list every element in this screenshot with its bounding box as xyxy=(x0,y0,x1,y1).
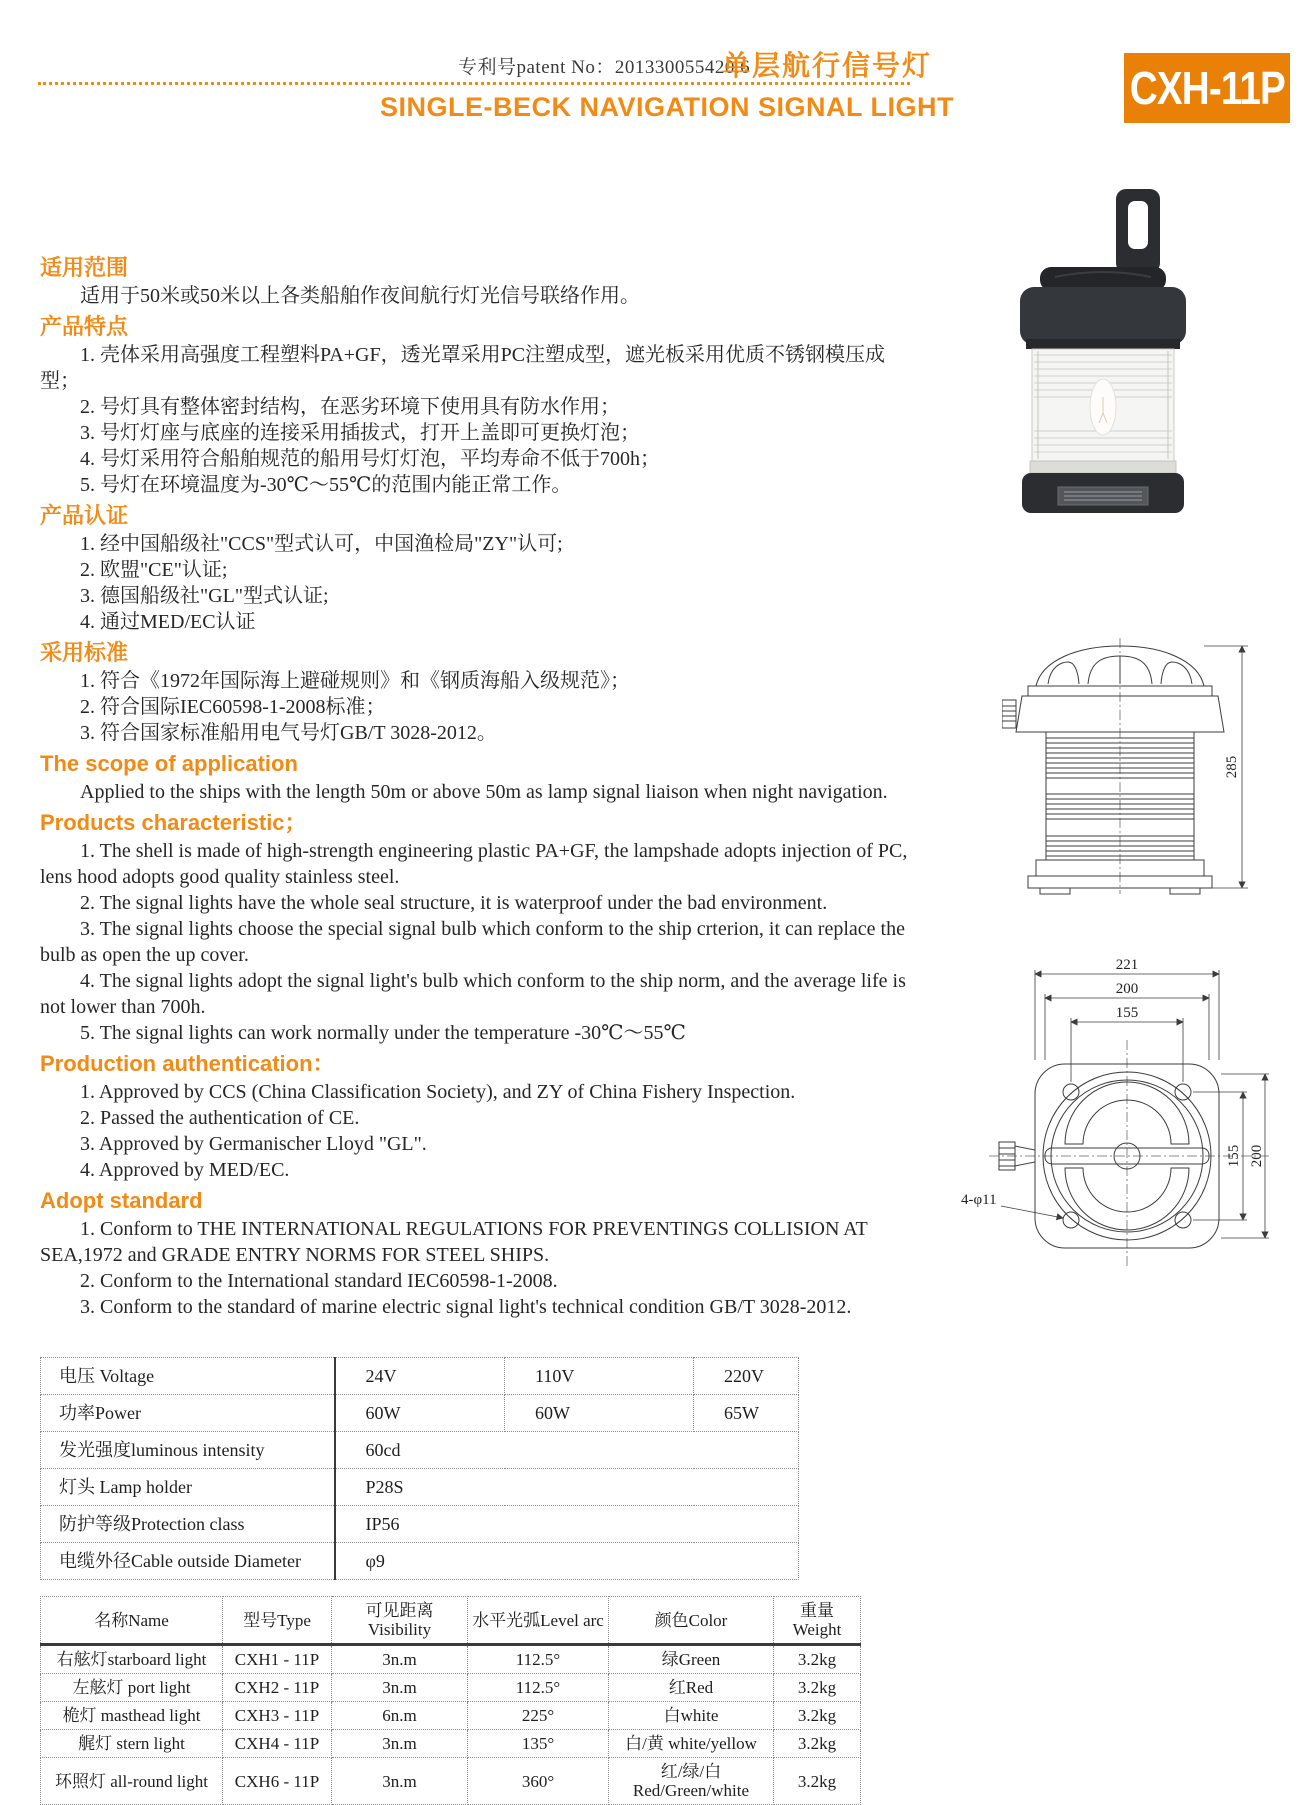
cell: φ9 xyxy=(335,1543,799,1580)
bolt-holes-label: 4-φ11 xyxy=(961,1192,997,1208)
paragraph: 1. The shell is made of high-strength engineering plastic PA+GF, the lampshade adopts injection of PC, lens hood adopts good quality stainless steel. xyxy=(40,840,908,888)
cell: 3.2kg xyxy=(774,1730,861,1758)
paragraph: 1. 壳体采用高强度工程塑料PA+GF，透光罩采用PC注塑成型，遮光板采用优质不锈钢模压成型； xyxy=(40,344,886,392)
section-heading-standards-en: Adopt standard xyxy=(40,1188,203,1213)
paragraph: 3. 符合国家标准船用电气号灯GB/T 3028-2012。 xyxy=(80,722,497,744)
cell: P28S xyxy=(335,1469,799,1506)
cell: 3n.m xyxy=(332,1674,468,1702)
cell: 桅灯 masthead light xyxy=(41,1702,223,1730)
cell: 3.2kg xyxy=(774,1674,861,1702)
cell: 135° xyxy=(468,1730,609,1758)
section-heading-standards-cn: 采用标准 xyxy=(40,640,129,665)
table-row xyxy=(41,1645,861,1674)
table-row xyxy=(41,1730,861,1758)
section-heading-scope-cn: 适用范围 xyxy=(40,255,129,280)
cell: 发光强度luminous intensity xyxy=(41,1432,335,1469)
table-row xyxy=(41,1469,799,1506)
table-header-row xyxy=(41,1597,861,1645)
paragraph: 2. 号灯具有整体密封结构，在恶劣环境下使用具有防水作用； xyxy=(80,396,620,418)
cell: 防护等级Protection class xyxy=(41,1506,335,1543)
section-heading-features-en: Products characteristic； xyxy=(40,810,307,835)
cell: 220V xyxy=(694,1358,799,1395)
cell: CXH6 - 11P xyxy=(223,1758,332,1805)
paragraph: 3. The signal lights choose the special signal bulb which conform to the ship crterion, it can replace the bulb as open the up cover. xyxy=(40,918,905,966)
paragraph: 1. 经中国船级社"CCS"型式认可，中国渔检局"ZY"认可; xyxy=(80,533,563,555)
table-row xyxy=(41,1543,799,1580)
cell: 颜色Color xyxy=(609,1597,774,1645)
cell: 电压 Voltage xyxy=(41,1358,335,1395)
cell: 艉灯 stern light xyxy=(41,1730,223,1758)
side-view-drawing xyxy=(1002,636,1257,898)
section-heading-authentication-en: Production authentication： xyxy=(40,1051,335,1076)
paragraph: 2. Conform to the International standard IEC60598-1-2008. xyxy=(80,1270,558,1292)
paragraph: 3. Approved by Germanischer Lloyd "GL". xyxy=(80,1133,427,1155)
table-row xyxy=(41,1432,799,1469)
paragraph: Applied to the ships with the length 50m or above 50m as lamp signal liaison when night navigation. xyxy=(80,781,888,803)
lantern-handle xyxy=(1116,189,1160,273)
lantern-base xyxy=(1022,461,1184,513)
cell: 225° xyxy=(468,1702,609,1730)
table-row xyxy=(41,1758,861,1805)
paragraph: 4. 通过MED/EC认证 xyxy=(80,611,256,633)
cell: 电缆外径Cable outside Diameter xyxy=(41,1543,335,1580)
cell: 灯头 Lamp holder xyxy=(41,1469,335,1506)
fresnel-lens xyxy=(1032,349,1174,461)
cell: 65W xyxy=(694,1395,799,1432)
paragraph: 3. 号灯灯座与底座的连接采用插拔式，打开上盖即可更换灯泡； xyxy=(80,422,640,444)
paragraph: 1. Conform to THE INTERNATIONAL REGULATIONS FOR PREVENTINGS COLLISION AT SEA,1972 and GRADE ENTRY NORMS FOR STEEL SHIPS. xyxy=(40,1218,868,1266)
cell: 白white xyxy=(609,1702,774,1730)
paragraph: 3. 德国船级社"GL"型式认证; xyxy=(80,585,329,607)
cell: 白/黄 white/yellow xyxy=(609,1730,774,1758)
cell: CXH1 - 11P xyxy=(223,1645,332,1674)
table-row xyxy=(41,1506,799,1543)
dimension-155-top-label: 155 xyxy=(1115,1005,1139,1021)
cell: 环照灯 all-round light xyxy=(41,1758,223,1805)
paragraph: 4. Approved by MED/EC. xyxy=(80,1159,290,1181)
cell: 右舷灯starboard light xyxy=(41,1645,223,1674)
cell: 60cd xyxy=(335,1432,799,1469)
paragraph: 4. The signal lights adopt the signal light's bulb which conform to the ship norm, and the average life is not lower than 700h. xyxy=(40,970,906,1018)
table-row xyxy=(41,1674,861,1702)
cell: 6n.m xyxy=(332,1702,468,1730)
model-table xyxy=(40,1596,861,1805)
table-row xyxy=(41,1358,799,1395)
cell: 名称Name xyxy=(41,1597,223,1645)
cell: 3.2kg xyxy=(774,1645,861,1674)
section-heading-scope-en: The scope of application xyxy=(40,751,298,776)
lantern-cap xyxy=(1020,267,1186,349)
paragraph: 适用于50米或50米以上各类船舶作夜间航行灯光信号联络作用。 xyxy=(80,285,640,307)
paragraph: 4. 号灯采用符合船舶规范的船用号灯灯泡，平均寿命不低于700h； xyxy=(80,448,660,470)
cell: 型号Type xyxy=(223,1597,332,1645)
paragraph: 2. Passed the authentication of CE. xyxy=(80,1107,360,1129)
cell: CXH4 - 11P xyxy=(223,1730,332,1758)
dimension-200-top-label: 200 xyxy=(1115,981,1139,997)
cell: 24V xyxy=(335,1358,505,1395)
cell: 110V xyxy=(505,1358,694,1395)
model-badge-label: CXH-11P xyxy=(1129,62,1285,114)
orange-dotted-rule xyxy=(38,82,910,85)
cell: CXH3 - 11P xyxy=(223,1702,332,1730)
paragraph: 3. Conform to the standard of marine electric signal light's technical condition GB/T 3028-2012. xyxy=(80,1296,852,1318)
cell: 重量Weight xyxy=(774,1597,861,1645)
cell: 水平光弧Level arc xyxy=(468,1597,609,1645)
paragraph: 5. 号灯在环境温度为-30℃～55℃的范围内能正常工作。 xyxy=(80,474,572,496)
cell: 3n.m xyxy=(332,1758,468,1805)
cell: 绿Green xyxy=(609,1645,774,1674)
page-title-english: SINGLE-BECK NAVIGATION SIGNAL LIGHT xyxy=(380,92,955,122)
section-heading-features-cn: 产品特点 xyxy=(40,314,129,339)
cell: 3.2kg xyxy=(774,1702,861,1730)
paragraph: 2. 欧盟"CE"认证; xyxy=(80,559,228,581)
cell: CXH2 - 11P xyxy=(223,1674,332,1702)
paragraph: 1. 符合《1972年国际海上避碰规则》和《钢质海船入级规范》； xyxy=(80,670,630,692)
dimension-155-right-label: 155 xyxy=(1226,1144,1242,1168)
table-row xyxy=(41,1702,861,1730)
cell: 360° xyxy=(468,1758,609,1805)
patent-number: 专利号patent No：201330055420.6 xyxy=(458,57,751,78)
cell: 60W xyxy=(335,1395,505,1432)
cell: 3n.m xyxy=(332,1645,468,1674)
product-photo xyxy=(1000,183,1205,518)
cell: 112.5° xyxy=(468,1674,609,1702)
cell: 112.5° xyxy=(468,1645,609,1674)
model-badge xyxy=(1124,53,1290,123)
section-heading-certification-cn: 产品认证 xyxy=(40,503,129,528)
spec-table xyxy=(40,1357,799,1580)
cell: 红Red xyxy=(609,1674,774,1702)
cell: 3n.m xyxy=(332,1730,468,1758)
dimension-285-label: 285 xyxy=(1224,755,1240,779)
cell: 60W xyxy=(505,1395,694,1432)
cell: 功率Power xyxy=(41,1395,335,1432)
table-row xyxy=(41,1395,799,1432)
cell: 红/绿/白 Red/Green/white xyxy=(609,1758,774,1805)
paragraph: 2. The signal lights have the whole seal structure, it is waterproof under the bad environment. xyxy=(80,892,828,914)
dimension-200-right-label: 200 xyxy=(1249,1144,1265,1168)
cell: 可见距离Visibility xyxy=(332,1597,468,1645)
description-column xyxy=(40,250,910,1320)
paragraph: 2. 符合国际IEC60598-1-2008标准； xyxy=(80,696,386,718)
paragraph: 5. The signal lights can work normally under the temperature -30℃～55℃ xyxy=(80,1022,686,1044)
cell: 左舷灯 port light xyxy=(41,1674,223,1702)
paragraph: 1. Approved by CCS (China Classification Society), and ZY of China Fishery Inspection. xyxy=(80,1081,796,1103)
dimension-221-label: 221 xyxy=(1115,957,1139,973)
cell: IP56 xyxy=(335,1506,799,1543)
cell: 3.2kg xyxy=(774,1758,861,1805)
page-title-chinese: 单层航行信号灯 xyxy=(722,50,933,81)
top-view-drawing xyxy=(955,944,1285,1274)
